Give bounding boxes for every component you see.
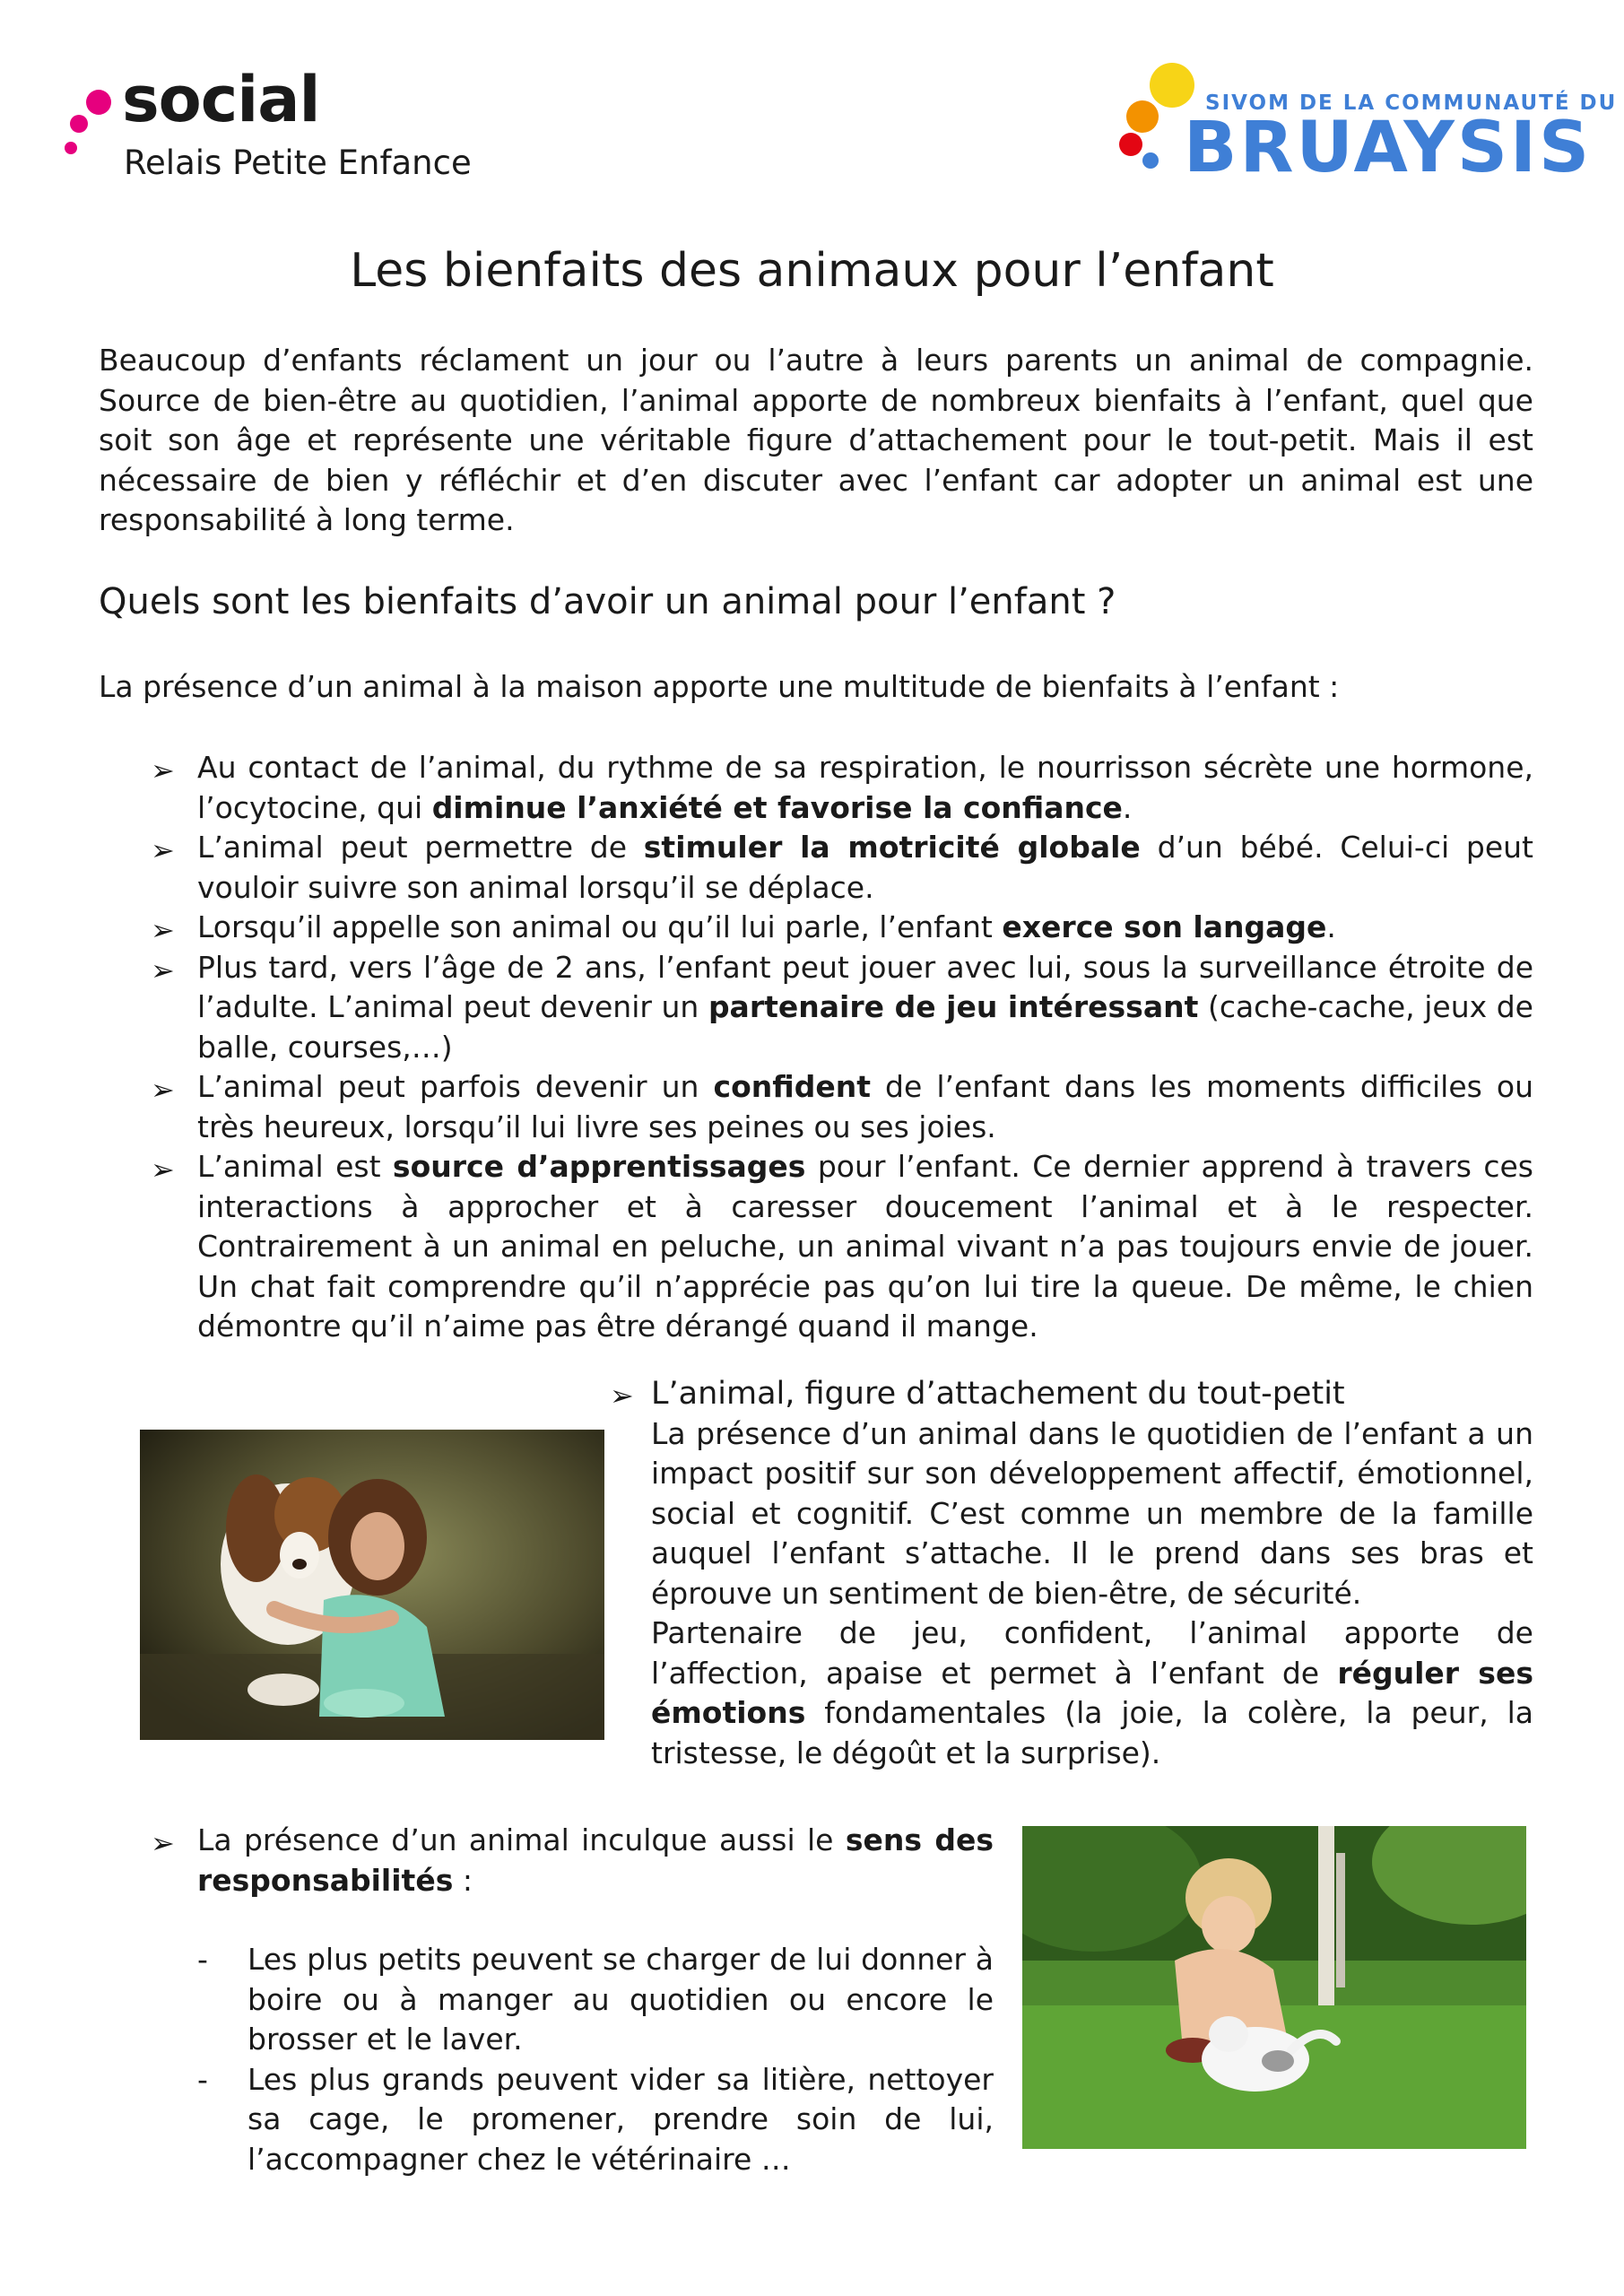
arrow-bullet-icon: ➢ [151, 952, 175, 987]
logo-dot-red [1119, 133, 1142, 156]
arrow-bullet-icon: ➢ [151, 1826, 175, 1860]
arrow-bullet-icon: ➢ [151, 1073, 175, 1107]
social-subtitle: Relais Petite Enfance [124, 144, 472, 182]
logo-dot-yellow [1150, 63, 1194, 108]
sivom-wordmark: BRUAYSIS [1184, 108, 1593, 188]
section-heading: Quels sont les bienfaits d’avoir un animal pour l’enfant ? [99, 581, 1116, 622]
attachment-paragraph-2: Partenaire de jeu, confident, l’animal apporte de l’affection, apaise et permet à l’enfant de réguler ses émotions fondamentales (la joie, la colère, la peur, la tristesse, le dégoût et la surprise). [651, 1615, 1533, 1770]
list-item: ➢ Lorsqu’il appelle son animal ou qu’il lui parle, l’enfant exerce son langage. [151, 908, 1533, 948]
sivom-tagline: SIVOM DE LA COMMUNAUTÉ DU [1205, 91, 1618, 115]
girl-with-dog-photo [140, 1430, 604, 1740]
attachment-title: ➢ L’animal, figure d’attachement du tout-petit [610, 1374, 1533, 1414]
page-title: Les bienfaits des animaux pour l’enfant [350, 244, 1274, 298]
attachment-paragraph: La présence d’un animal dans le quotidien de l’enfant a un impact positif sur son développement affectif, émotionnel, social et cognitif. C’est comme un membre de la famille auquel l’enfant s’attache. Il le prend dans ses bras et éprouve un sentiment de bien-être, de sécurité. [651, 1415, 1533, 1611]
list-item: ➢ L’animal est source d’apprentissages pour l’enfant. Ce dernier apprend à travers ces interactions à approcher et à caresser doucement l’animal et à le respecter. Contrairement à un animal en peluche, un animal vivant n’a pas toujours envie de jouer. Un chat fait comprendre qu’il n’apprécie pas qu’on lui tire la queue. De même, le chien démontre qu’il n’aime pas être dérangé quand il mange. [151, 1149, 1533, 1344]
arrow-bullet-icon: ➢ [151, 1152, 175, 1187]
child-with-cat-photo [1022, 1826, 1526, 2149]
arrow-bullet-icon: ➢ [610, 1378, 634, 1413]
responsibility-title: ➢ La présence d’un animal inculque aussi le sens des responsabilités : [151, 1822, 994, 1898]
list-item: ➢ Au contact de l’animal, du rythme de sa respiration, le nourrisson sécrète une hormone, l’ocytocine, qui diminue l’anxiété et favorise la confiance. [151, 750, 1533, 825]
logo-dot-orange [1126, 100, 1159, 133]
arrow-bullet-icon: ➢ [151, 753, 175, 787]
list-item: - Les plus petits peuvent se charger de lui donner à boire ou à manger au quotidien ou encore le brosser et le laver. [197, 1942, 994, 2057]
dash-bullet: - [197, 1942, 208, 1977]
responsibility-list [197, 1940, 994, 2179]
logo-dot-large [86, 90, 111, 115]
list-intro: La présence d’un animal à la maison apporte une multitude de bienfaits à l’enfant : [99, 669, 1340, 704]
arrow-bullet-icon: ➢ [151, 913, 175, 947]
intro-paragraph: Beaucoup d’enfants réclament un jour ou l’autre à leurs parents un animal de compagnie. Source de bien-être au quotidien, l’animal apporte de nombreux bienfaits à l’enfant, quel que soit son âge et représente une véritable figure d’attachement pour le tout-petit. Mais il est nécessaire de bien y réfléchir et d’en discuter avec l’enfant car adopter un animal est une responsabilité à long terme. [99, 343, 1533, 537]
list-item: - Les plus grands peuvent vider sa litière, nettoyer sa cage, le promener, prendre soin de lui, l’accompagner chez le vétérinaire … [197, 2061, 994, 2177]
social-logo [61, 63, 482, 185]
list-item: ➢ Plus tard, vers l’âge de 2 ans, l’enfant peut jouer avec lui, sous la surveillance étroite de l’adulte. L’animal peut devenir un partenaire de jeu intéressant (cache-cache, jeux de balle, courses,…) [151, 949, 1533, 1065]
arrow-bullet-icon: ➢ [151, 833, 175, 867]
logo-dot-blue [1142, 152, 1159, 169]
benefits-list [151, 748, 1533, 1347]
logo-dot-small [65, 142, 77, 154]
responsibility-section [151, 1821, 994, 2179]
dash-bullet: - [197, 2061, 208, 2097]
attachment-section [610, 1374, 1533, 1773]
list-item: ➢ L’animal peut permettre de stimuler la motricité globale d’un bébé. Celui-ci peut vouloir suivre son animal lorsqu’il se déplace. [151, 830, 1533, 905]
logo-dot-medium [70, 115, 88, 133]
list-item: ➢ L’animal peut parfois devenir un confident de l’enfant dans les moments difficiles ou très heureux, lorsqu’il lui livre ses peines ou ses joies. [151, 1069, 1533, 1144]
sivom-logo [1119, 63, 1618, 188]
social-wordmark: social [122, 63, 320, 136]
